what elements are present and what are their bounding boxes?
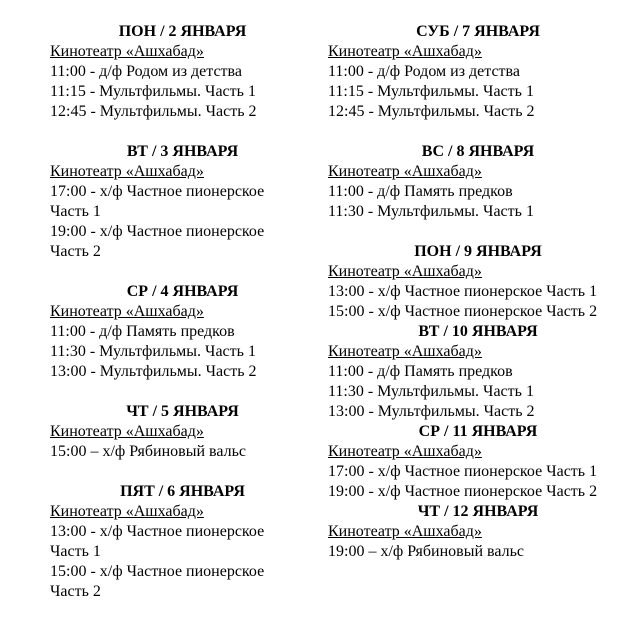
screening-entry: 13:00 - Мультфильмы. Часть 2 — [328, 403, 535, 420]
screening-entry: 11:15 - Мультфильмы. Часть 1 — [328, 83, 534, 100]
day-block-jan-7 — [328, 22, 628, 122]
screening-entry: 15:00 - х/ф Частное пионерское Часть 2 — [50, 563, 265, 600]
screening-entry: 11:00 - д/ф Память предков — [328, 183, 513, 200]
day-heading: ВТ / 3 ЯНВАРЯ — [126, 143, 239, 160]
venue-label: Кинотеатр «Ашхабад» — [328, 523, 482, 540]
venue-label: Кинотеатр «Ашхабад» — [50, 43, 204, 60]
screening-entry: 12:45 - Мультфильмы. Часть 2 — [50, 103, 257, 120]
day-heading: СР / 11 ЯНВАРЯ — [418, 423, 538, 440]
day-heading: ВТ / 10 ЯНВАРЯ — [418, 323, 538, 340]
venue-label: Кинотеатр «Ашхабад» — [328, 263, 482, 280]
screening-entry: 15:00 – х/ф Рябиновый вальс — [50, 443, 247, 460]
day-block-jan-9 — [328, 242, 628, 322]
screening-entry: 11:00 - д/ф Родом из детства — [328, 63, 520, 80]
screening-entry: 11:00 - д/ф Память предков — [50, 323, 235, 340]
screening-entry: 19:00 – х/ф Рябиновый вальс — [328, 543, 525, 560]
venue-label: Кинотеатр «Ашхабад» — [328, 343, 482, 360]
day-heading: ЧТ / 12 ЯНВАРЯ — [417, 503, 539, 520]
screening-entry: 11:30 - Мультфильмы. Часть 1 — [328, 203, 534, 220]
screening-entry: 17:00 - х/ф Частное пионерское Часть 1 — [328, 463, 598, 480]
venue-label: Кинотеатр «Ашхабад» — [50, 423, 204, 440]
venue-label: Кинотеатр «Ашхабад» — [328, 163, 482, 180]
screening-entry: 19:00 - х/ф Частное пионерское Часть 2 — [328, 483, 598, 500]
screening-entry: 19:00 - х/ф Частное пионерское Часть 2 — [50, 223, 265, 260]
day-heading: СУБ / 7 ЯНВАРЯ — [416, 23, 540, 40]
screening-entry: 15:00 - х/ф Частное пионерское Часть 2 — [328, 303, 598, 320]
day-block-jan-11 — [328, 422, 628, 502]
venue-label: Кинотеатр «Ашхабад» — [50, 303, 204, 320]
screening-entry: 12:45 - Мультфильмы. Часть 2 — [328, 103, 535, 120]
screening-entry: 17:00 - х/ф Частное пионерское Часть 1 — [50, 183, 265, 220]
venue-label: Кинотеатр «Ашхабад» — [328, 43, 482, 60]
day-block-jan-12 — [328, 502, 628, 562]
screening-entry: 11:30 - Мультфильмы. Часть 1 — [50, 343, 256, 360]
day-heading: ПЯТ / 6 ЯНВАРЯ — [120, 483, 245, 500]
day-heading: СР / 4 ЯНВАРЯ — [126, 283, 239, 300]
screening-entry: 11:15 - Мультфильмы. Часть 1 — [50, 83, 256, 100]
screening-entry: 11:00 - д/ф Память предков — [328, 363, 513, 380]
screening-entry: 11:30 - Мультфильмы. Часть 1 — [328, 383, 534, 400]
venue-label: Кинотеатр «Ашхабад» — [328, 443, 482, 460]
venue-label: Кинотеатр «Ашхабад» — [50, 503, 204, 520]
screening-entry: 11:00 - д/ф Родом из детства — [50, 63, 242, 80]
day-block-jan-8 — [328, 142, 628, 222]
screening-entry: 13:00 - х/ф Частное пионерское Часть 1 — [328, 283, 598, 300]
day-block-jan-2 — [50, 22, 315, 122]
venue-label: Кинотеатр «Ашхабад» — [50, 163, 204, 180]
day-block-jan-3 — [50, 142, 315, 262]
day-heading: ПОН / 9 ЯНВАРЯ — [414, 243, 542, 260]
day-heading: ВС / 8 ЯНВАРЯ — [421, 143, 535, 160]
screening-entry: 13:00 - х/ф Частное пионерское Часть 1 — [50, 523, 265, 560]
schedule-column-left — [50, 22, 315, 622]
day-block-jan-6 — [50, 482, 315, 602]
day-heading: ПОН / 2 ЯНВАРЯ — [118, 23, 247, 40]
day-block-jan-4 — [50, 282, 315, 382]
day-heading: ЧТ / 5 ЯНВАРЯ — [126, 403, 239, 420]
day-block-jan-10 — [328, 322, 628, 422]
screening-entry: 13:00 - Мультфильмы. Часть 2 — [50, 363, 257, 380]
schedule-column-right — [328, 22, 628, 562]
day-block-jan-5 — [50, 402, 315, 462]
